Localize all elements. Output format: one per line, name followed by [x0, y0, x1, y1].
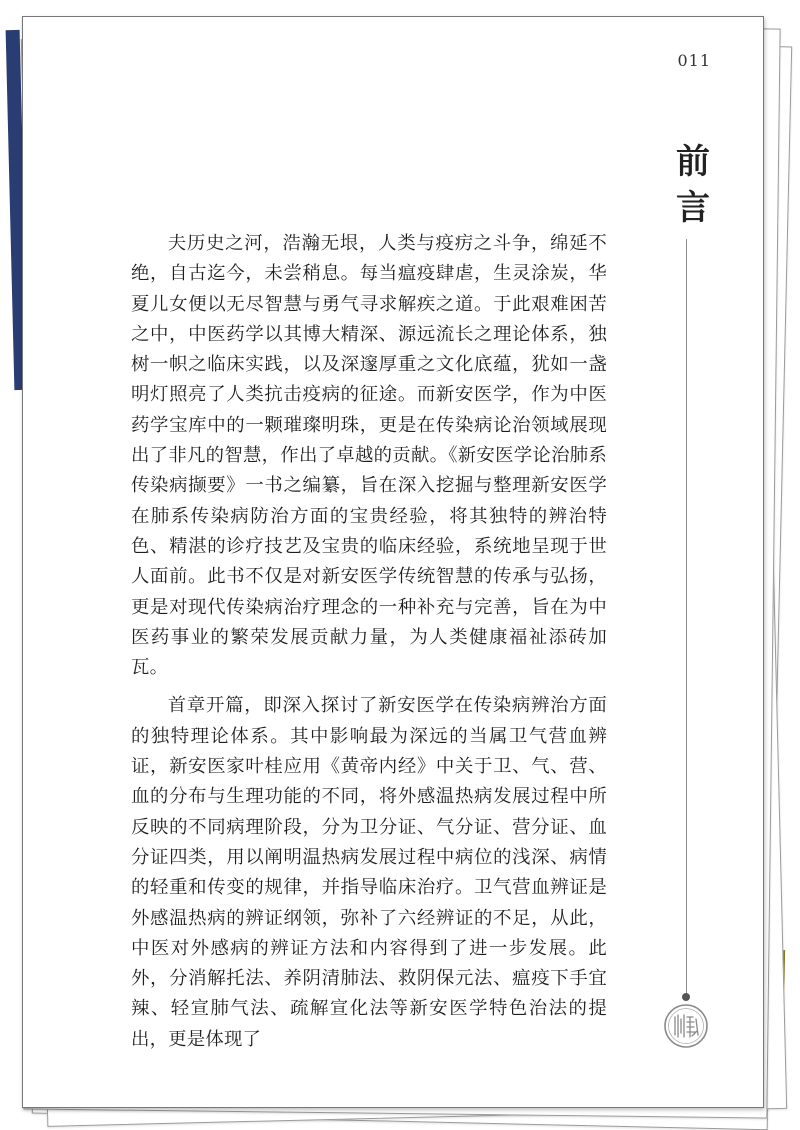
document-page: [22, 16, 764, 1108]
title-char: 前: [676, 142, 710, 182]
body-text: [131, 229, 607, 1063]
page-number: 011: [677, 51, 711, 70]
rule-end-dot: [682, 993, 690, 1001]
hui-seal-icon: [663, 1003, 709, 1049]
paragraph: 首章开篇，即深入探讨了新安医学在传染病辨治方面的独特理论体系。其中影响最为深远的当属卫气营血辨证，新安医家叶桂应用《黄帝内经》中关于卫、气、营、血的分布与生理功能的不同，将外感温热病发展过程中所反映的不同病理阶段，分为卫分证、气分证、营分证、血分证四类，用以阐明温热病发展过程中病位的浅深、病情的轻重和传变的规律，并指导临床治疗。卫气营血辨证是外感温热病的辨证纲领，弥补了六经辨证的不足，从此，中医对外感病的辨证方法和内容得到了进一步发展。此外，分消解托法、养阴清肺法、救阴保元法、瘟疫下手宜辣、轻宣肺气法、疏解宣化法等新安医学特色治法的提出，更是体现了: [131, 695, 607, 1050]
title-char: 言: [676, 188, 710, 228]
chapter-title: [663, 139, 723, 231]
paragraph: 夫历史之河，浩瀚无垠，人类与疫疠之斗争，绵延不绝，自古迄今，未尝稍息。每当瘟疫肆虐，生灵涂炭，华夏儿女便以无尽智慧与勇气寻求解疾之道。于此艰难困苦之中，中医药学以其博大精深、源远流长之理论体系，独树一帜之临床实践，以及深邃厚重之文化底蕴，犹如一盏明灯照亮了人类抗击疫病的征途。而新安医学，作为中医药学宝库中的一颗璀璨明珠，更是在传染病论治领域展现出了非凡的智慧，作出了卓越的贡献。《新安医学论治肺系传染病撷要》一书之编纂，旨在深入挖掘与整理新安医学在肺系传染病防治方面的宝贵经验，将其独特的辨治特色、精湛的诊疗技艺及宝贵的临床经验，系统地呈现于世人面前。此书不仅是对新安医学传统智慧的传承与弘扬，更是对现代传染病治疗理念的一种补充与完善，旨在为中医药事业的繁荣发展贡献力量，为人类健康福祉添砖加瓦。: [131, 233, 607, 679]
vertical-rule: [686, 239, 687, 997]
